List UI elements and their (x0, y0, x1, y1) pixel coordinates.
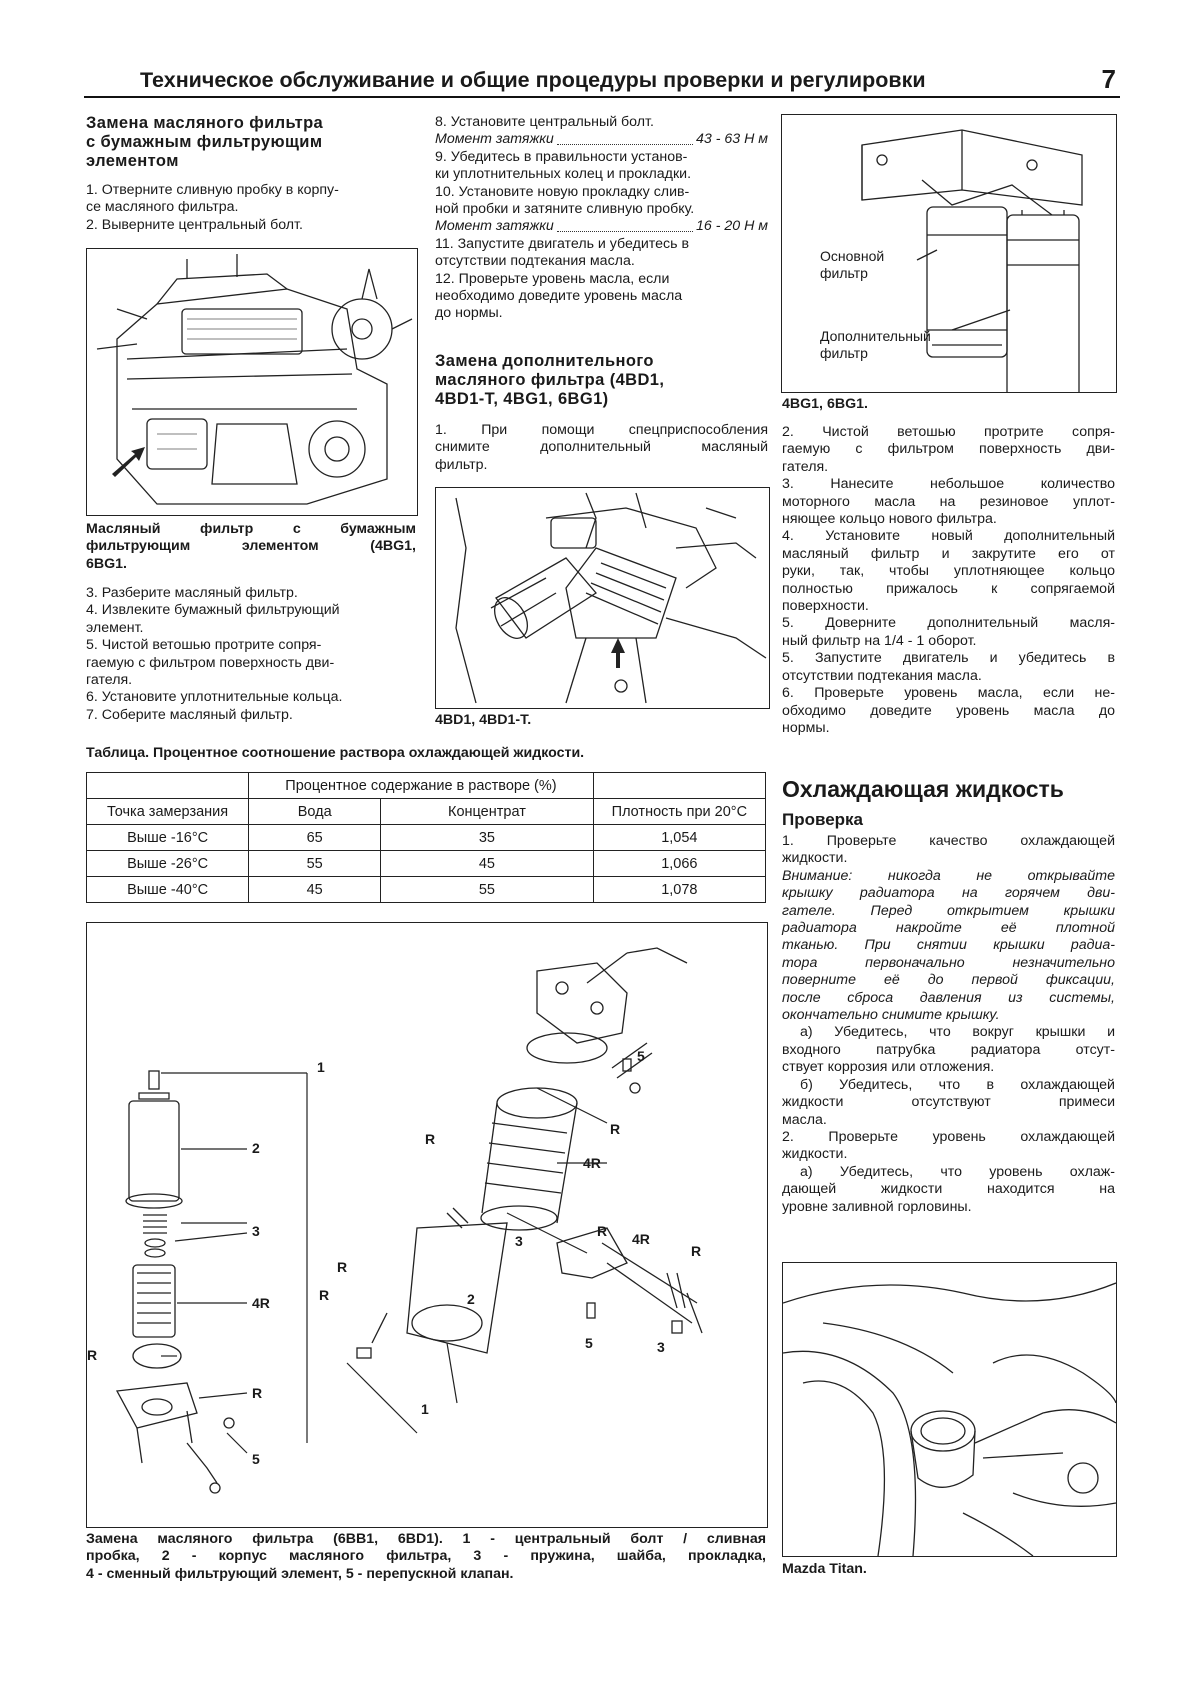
table-cell: 45 (381, 851, 594, 877)
table-header-row (87, 799, 766, 825)
figure-caption-4bg1: 4BG1, 6BG1. (782, 396, 868, 412)
text-line: полностью прижалось к сопрягаемой (782, 580, 1115, 597)
figure-caption-mazda: Mazda Titan. (782, 1561, 867, 1577)
text-line: гателя. (86, 672, 133, 689)
section-title-line: с бумажным фильтрующим (86, 133, 323, 151)
text-line: отсутствии подтекания масла. (435, 253, 635, 270)
mazda-titan-figure (782, 1262, 1117, 1557)
section-heading-coolant: Охлаждающая жидкость (782, 776, 1064, 802)
table-cell: Выше -40°C (87, 877, 249, 903)
coolant-check-text (782, 833, 1115, 1216)
table-cell: 1,078 (593, 877, 765, 903)
text-line: после сброса давления из системы, (782, 989, 1115, 1006)
callout-line: Дополнительный (820, 328, 931, 344)
text-line: тора первоначально незначительно (782, 954, 1115, 971)
column-header: Плотность при 20°C (593, 799, 765, 825)
caption-line: Масляный фильтр с бумажным (86, 521, 416, 537)
steps-8-12 (435, 114, 768, 323)
caption-line: Замена масляного фильтра (6BB1, 6BD1). 1 - центральный болт / сливная (86, 1531, 766, 1547)
column-header: Концентрат (381, 799, 594, 825)
text-line: нормы. (782, 719, 830, 736)
section-title-line: Замена масляного фильтра (86, 114, 324, 132)
additional-steps-2-6 (782, 424, 1115, 737)
text-line: поверхности. (782, 598, 869, 615)
text-line: 3. Нанесите небольшое количество (782, 476, 1115, 493)
caption-line: фильтрующим элементом (4BG1, (86, 538, 416, 555)
text-line: жидкости. (782, 1146, 848, 1163)
text-line: 4. Установите новый дополнительный (782, 528, 1115, 545)
text-line: 1. Отверните сливную пробку в корпу- (86, 182, 339, 198)
table-group-header: Процентное содержание в растворе (%) (249, 773, 594, 799)
text-line: гателя. (782, 458, 829, 475)
engine-figure (86, 248, 418, 516)
text-line: 5. Доверните дополнительный масля- (782, 615, 1115, 632)
table-row (87, 851, 766, 877)
callout-r: R (87, 1347, 98, 1363)
text-line: 7. Соберите масляный фильтр. (86, 706, 293, 723)
text-line: окончательно снимите крышку. (782, 1007, 1000, 1024)
text-line: 6. Установите уплотнительные кольца. (86, 689, 343, 706)
table-cell-empty (593, 773, 765, 799)
table-cell: 1,066 (593, 851, 765, 877)
text-line: се масляного фильтра. (86, 199, 239, 216)
callout-3: 3 (657, 1339, 665, 1355)
section-title-line: 4BD1-T, 4BG1, 6BG1) (435, 390, 609, 408)
text-line: моторного масла на резиновое уплот- (782, 493, 1115, 510)
text-line: няющее кольцо нового фильтра. (782, 511, 997, 528)
additional-filter-illustration (436, 488, 769, 708)
text-line: гаемую с фильтром поверхность дви- (86, 654, 335, 671)
table-cell: 1,054 (593, 825, 765, 851)
figure-caption-4bd1: 4BD1, 4BD1-T. (435, 712, 532, 728)
table-cell-empty (87, 773, 249, 799)
callout-1: 1 (421, 1401, 429, 1417)
text-line: 12. Проверьте уровень масла, если (435, 270, 670, 287)
table-row (87, 825, 766, 851)
text-line: до нормы. (435, 305, 503, 322)
callout-r: R (337, 1259, 348, 1275)
page-number: 7 (1101, 64, 1116, 94)
figure-caption-exploded (86, 1531, 766, 1583)
text-line: 2. Проверьте уровень охлаждающей (782, 1128, 1115, 1145)
text-line: 2. Чистой ветошью протрите сопря- (782, 424, 1115, 440)
callout-r: R (319, 1287, 330, 1303)
text-line: 5. Чистой ветошью протрите сопря- (86, 637, 322, 654)
text-line: масляный фильтр и закрутите его от (782, 545, 1115, 562)
torque-value: 43 - 63 Н м (695, 131, 768, 148)
text-line: обходимо доведите уровень масла до (782, 702, 1115, 719)
label-additional-filter (820, 328, 931, 362)
callout-r: R (691, 1243, 702, 1259)
callout-1: 1 (317, 1059, 325, 1075)
text-line: отсутствии подтекания масла. (782, 667, 982, 684)
caption-line: 6BG1. (86, 555, 128, 572)
column-header: Точка замерзания (87, 799, 249, 825)
text-line: 4. Извлеките бумажный фильтрующий (86, 602, 340, 619)
callout-r: R (610, 1121, 621, 1137)
callout-4r: 4R (632, 1231, 650, 1247)
text-line: 11. Запустите двигатель и убедитесь в (435, 235, 689, 252)
table-cell: Выше -16°C (87, 825, 249, 851)
steps-1-2 (86, 182, 416, 234)
text-line: гаемую с фильтром поверхность дви- (782, 441, 1115, 458)
dot-leader (557, 218, 693, 231)
callout-line: фильтр (820, 345, 868, 361)
table-cell: 55 (249, 851, 381, 877)
callout-r: R (425, 1131, 436, 1147)
table-cell: 55 (381, 877, 594, 903)
callout-2: 2 (467, 1291, 475, 1307)
torque-label: Момент затяжки (435, 131, 554, 148)
torque-value: 16 - 20 Н м (695, 218, 768, 235)
text-line: жидкости. (782, 850, 848, 867)
text-line: масла. (782, 1111, 827, 1128)
text-line: поверните её до первой фиксации, (782, 972, 1115, 989)
subheading-check: Проверка (782, 810, 864, 829)
table-caption: Таблица. Процентное соотношение раствора охлаждающей жидкости. (86, 745, 585, 761)
text-line: 1. Проверьте качество охлаждающей (782, 833, 1115, 849)
text-line: б) Убедитесь, что в охлаждающей (800, 1076, 1115, 1093)
header-title: Техническое обслуживание и общие процедуры проверки и регулировки (140, 68, 926, 92)
exploded-filter-illustration (87, 923, 767, 1527)
caption-line: 4 - сменный фильтрующий элемент, 5 - перепускной клапан. (86, 1565, 514, 1582)
steps-3-7 (86, 585, 416, 724)
table-cell: 35 (381, 825, 594, 851)
text-line: входного патрубка радиатора отсут- (782, 1041, 1115, 1058)
callout-line: фильтр (820, 265, 868, 281)
section-title-line: элементом (86, 152, 179, 170)
additional-filter-figure (435, 487, 770, 709)
callout-5: 5 (637, 1048, 645, 1064)
text-line: 5. Запустите двигатель и убедитесь в (782, 650, 1115, 667)
table-cell: 65 (249, 825, 381, 851)
text-line: 9. Убедитесь в правильности установ- (435, 148, 688, 165)
text-line: уровне заливной горловины. (782, 1198, 972, 1215)
text-line: необходимо доведите уровень масла (435, 288, 683, 305)
text-line: 6. Проверьте уровень масла, если не- (782, 685, 1115, 702)
callout-r: R (597, 1223, 608, 1239)
text-line: 8. Установите центральный болт. (435, 114, 654, 130)
text-line: а) Убедитесь, что вокруг крышки и (800, 1024, 1115, 1041)
callout-4r: 4R (252, 1295, 270, 1311)
torque-spec-1 (435, 131, 768, 148)
text-line: элемент. (86, 619, 144, 636)
text-line: ки уплотнительных колец и прокладки. (435, 166, 692, 183)
text-line: тканью. При снятии крышки радиа- (782, 937, 1115, 954)
table-row (87, 773, 766, 799)
additional-step-1 (435, 422, 768, 474)
table-row (87, 877, 766, 903)
callout-3: 3 (515, 1233, 523, 1249)
radiator-cap-illustration (783, 1263, 1116, 1556)
section-title-additional-filter (435, 352, 768, 409)
text-line: жидкости отсутствуют примеси (782, 1094, 1115, 1111)
text-line: Внимание: никогда не открывайте (782, 867, 1115, 884)
engine-illustration (87, 249, 417, 515)
callout-5: 5 (252, 1451, 260, 1467)
text-line: ствует коррозия или отложения. (782, 1059, 995, 1076)
text-line: гателе. Перед открытием крышки (782, 902, 1115, 919)
text-line: а) Убедитесь, что уровень охлаж- (800, 1163, 1115, 1180)
callout-2: 2 (252, 1140, 260, 1156)
label-main-filter (820, 248, 884, 282)
dot-leader (557, 131, 693, 144)
text-line: руки, так, чтобы уплотняющее кольцо (782, 563, 1115, 580)
text-line: дающей жидкости находится на (782, 1181, 1115, 1198)
text-line: радиатора накройте её плотной (782, 920, 1115, 937)
section-title-line: Замена дополнительного (435, 352, 654, 370)
torque-spec-2 (435, 218, 768, 235)
table-cell: 45 (249, 877, 381, 903)
text-line: 2. Выверните центральный болт. (86, 216, 303, 233)
callout-line: Основной (820, 248, 885, 264)
text-line: снимите дополнительный масляный (435, 439, 768, 456)
exploded-filter-figure (86, 922, 768, 1528)
text-line: ный фильтр на 1/4 - 1 оборот. (782, 632, 977, 649)
section-title-paper-filter (86, 114, 416, 171)
text-line: ной пробки и затяните сливную пробку. (435, 201, 695, 218)
text-line: 1. При помощи спецприспособления (435, 422, 768, 438)
text-line: 10. Установите новую прокладку слив- (435, 183, 690, 200)
figure-caption-engine (86, 521, 416, 573)
callout-5: 5 (585, 1335, 593, 1351)
coolant-table (86, 772, 766, 903)
text-line: крышку радиатора на горячем дви- (782, 885, 1115, 902)
text-line: 3. Разберите масляный фильтр. (86, 585, 298, 601)
section-title-line: масляного фильтра (4BD1, (435, 371, 665, 389)
caption-line: пробка, 2 - корпус масляного фильтра, 3 - пружина, шайба, прокладка, (86, 1548, 766, 1565)
torque-label: Момент затяжки (435, 218, 554, 235)
page-header (84, 58, 1120, 98)
column-header: Вода (249, 799, 381, 825)
callout-r: R (252, 1385, 263, 1401)
text-line: фильтр. (435, 456, 488, 473)
table-cell: Выше -26°C (87, 851, 249, 877)
callout-4r: 4R (583, 1155, 601, 1171)
callout-3: 3 (252, 1223, 260, 1239)
warning-note (782, 868, 1115, 1025)
